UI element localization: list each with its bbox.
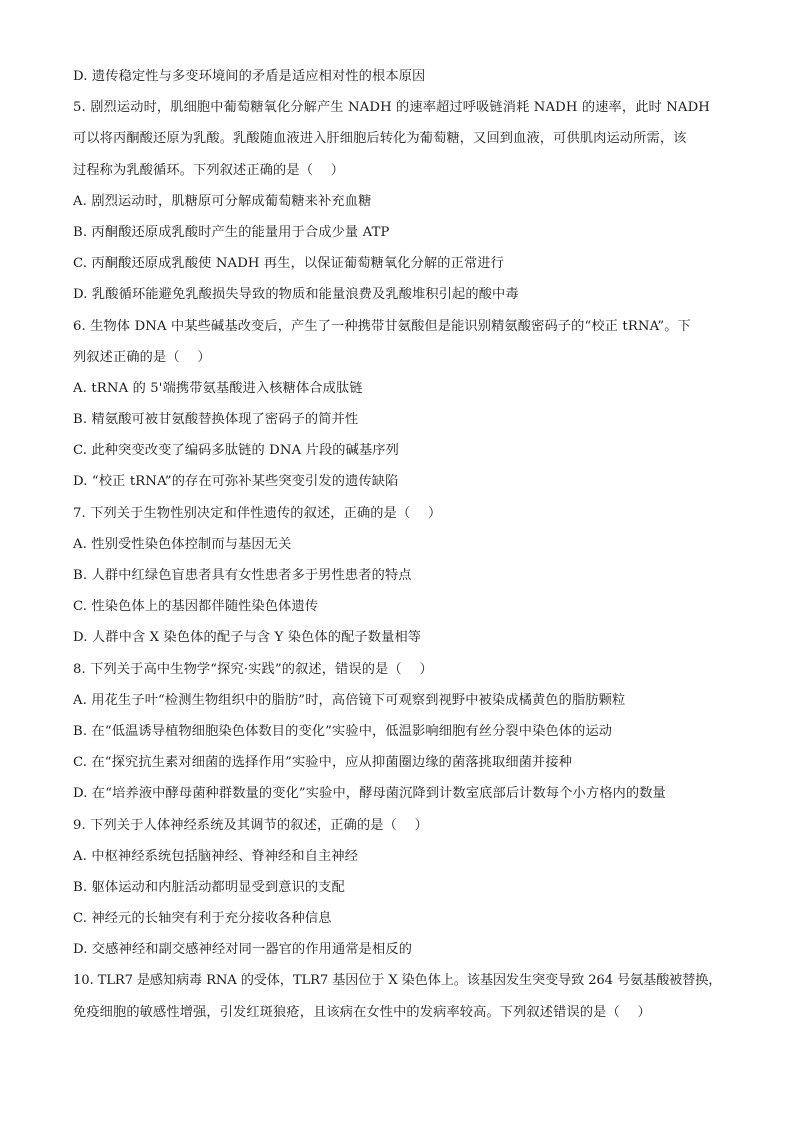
option-c: C. 在“探究抗生素对细菌的选择作用”实验中，应从抑菌圈边缘的菌落挑取细菌并接种 bbox=[73, 755, 573, 771]
option-d: D. 人群中含 X 染色体的配子与含 Y 染色体的配子数量相等 bbox=[73, 630, 422, 646]
question-stem-line: 6. 生物体 DNA 中某些碱基改变后，产生了一种携带甘氨酸但是能识别精氨酸密码子的“校正 tRNA”。下 bbox=[73, 318, 691, 334]
option-b: B. 精氨酸可被甘氨酸替换体现了密码子的简并性 bbox=[73, 412, 359, 428]
question-7 bbox=[73, 498, 723, 654]
option-c: C. 此种突变改变了编码多肽链的 DNA 片段的碱基序列 bbox=[73, 443, 399, 459]
question-stem-line: 9. 下列关于人体神经系统及其调节的叙述，正确的是（ ） bbox=[73, 817, 429, 833]
option-b: B. 人群中红绿色盲患者具有女性患者多于男性患者的特点 bbox=[73, 568, 412, 583]
question-stem-line: 5. 剧烈运动时，肌细胞中葡萄糖氧化分解产生 NADH 的速率超过呼吸链消耗 NADH 的速率，此时 NADH bbox=[73, 100, 710, 116]
question-stem-line: 8. 下列关于高中生物学“探究·实践”的叙述，错误的是（ ） bbox=[73, 661, 433, 677]
option-a: A. 用花生子叶“检测生物组织中的脂肪”时，高倍镜下可观察到视野中被染成橘黄色的脂肪颗粒 bbox=[73, 692, 626, 708]
question-5 bbox=[73, 92, 723, 310]
question-stem-line: 免疫细胞的敏感性增强，引发红斑狼疮，且该病在女性中的发病率较高。下列叙述错误的是（ ） bbox=[73, 1004, 651, 1020]
option-d: D. 在“培养液中酵母菌种群数量的变化”实验中，酵母菌沉降到计数室底部后计数每个小方格内的数量 bbox=[73, 786, 666, 802]
question-stem-line: 7. 下列关于生物性别决定和伴性遗传的叙述，正确的是（ ） bbox=[73, 505, 442, 521]
option-b: B. 丙酮酸还原成乳酸时产生的能量用于合成少量 ATP bbox=[73, 224, 390, 240]
option-d: D. 乳酸循环能避免乳酸损失导致的物质和能量浪费及乳酸堆积引起的酸中毒 bbox=[73, 287, 519, 303]
question-stem-line: 可以将丙酮酸还原为乳酸。乳酸随血液进入肝细胞后转化为葡萄糖，又回到血液，可供肌肉运动所需，该 bbox=[73, 131, 687, 147]
question-10 bbox=[73, 965, 723, 1027]
option-c: C. 神经元的长轴突有利于充分接收各种信息 bbox=[73, 911, 332, 927]
option-b: B. 在“低温诱导植物细胞染色体数目的变化”实验中，低温影响细胞有丝分裂中染色体的运动 bbox=[73, 723, 613, 739]
option-a: A. 性别受性染色体控制而与基因无关 bbox=[73, 536, 292, 552]
question-stem-line: 过程称为乳酸循环。下列叙述正确的是（ ） bbox=[73, 162, 345, 178]
option-b: B. 躯体运动和内脏活动都明显受到意识的支配 bbox=[73, 879, 345, 895]
option-a: A. tRNA 的 5'端携带氨基酸进入核糖体合成肽链 bbox=[73, 380, 363, 396]
option-c: C. 性染色体上的基因都伴随性染色体遗传 bbox=[73, 599, 319, 615]
document-page bbox=[73, 61, 723, 1028]
question-stem-line: 列叙述正确的是（ ） bbox=[73, 349, 211, 365]
option-d: D. “校正 tRNA”的存在可弥补某些突变引发的遗传缺陷 bbox=[73, 474, 399, 490]
question-9 bbox=[73, 810, 723, 966]
option-d: D. 交感神经和副交感神经对同一器官的作用通常是相反的 bbox=[73, 942, 413, 958]
option-text: D. 遗传稳定性与多变环境间的矛盾是适应相对性的根本原因 bbox=[73, 69, 426, 84]
question-stem-line: 10. TLR7 是感知病毒 RNA 的受体，TLR7 基因位于 X 染色体上。该基因发生突变导致 264 号氨基酸被替换， bbox=[73, 973, 722, 989]
option-c: C. 丙酮酸还原成乳酸使 NADH 再生，以保证葡萄糖氧化分解的正常进行 bbox=[73, 256, 504, 272]
question-6 bbox=[73, 311, 723, 498]
option-a: A. 中枢神经系统包括脑神经、脊神经和自主神经 bbox=[73, 848, 359, 864]
question-8 bbox=[73, 654, 723, 810]
option-a: A. 剧烈运动时，肌糖原可分解成葡萄糖来补充血糖 bbox=[73, 193, 372, 209]
